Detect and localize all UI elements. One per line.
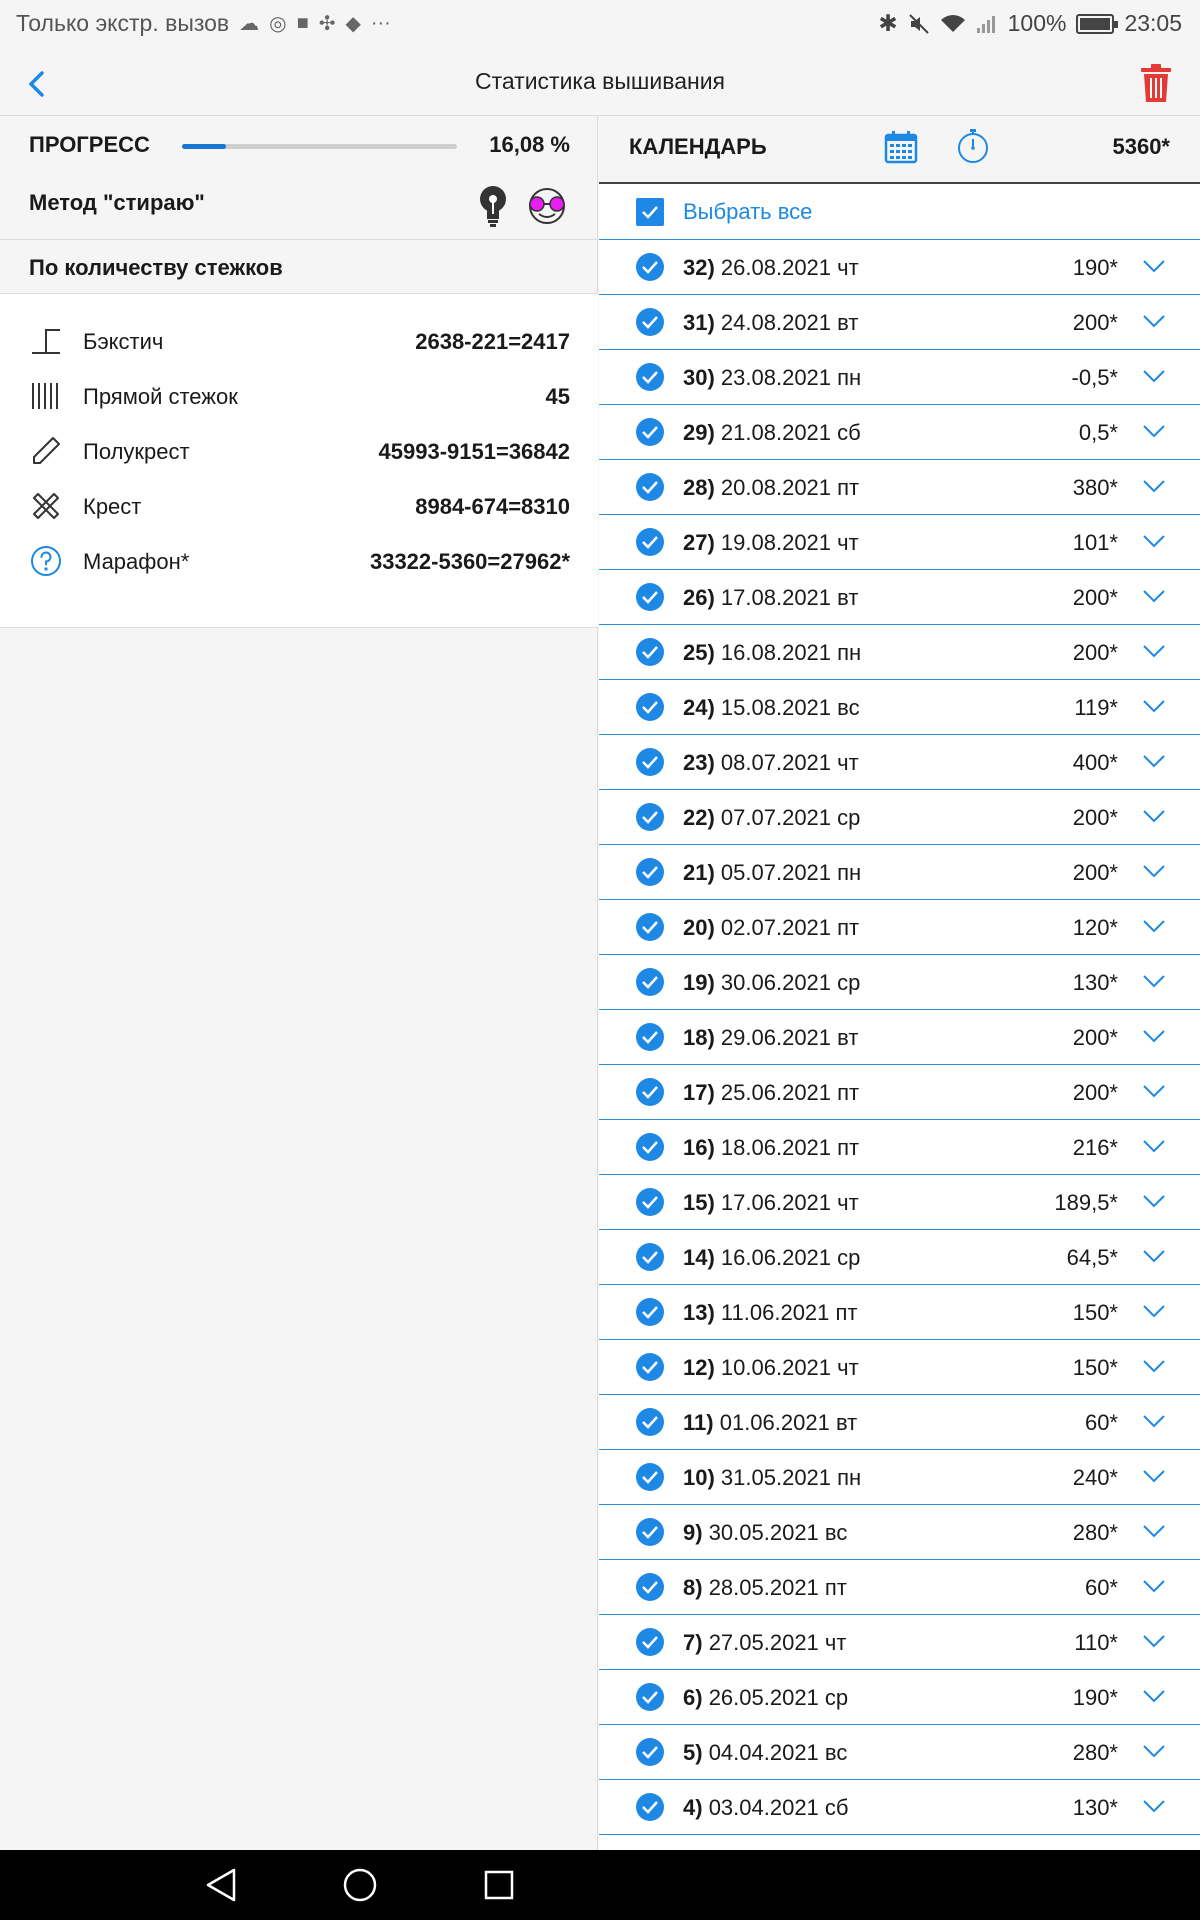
stitch-name: Бэкстич xyxy=(83,329,164,354)
entry-value: 64,5* xyxy=(1066,1245,1118,1270)
stitch-value: 2638-221=2417 xyxy=(415,329,570,354)
stitch-value: 45 xyxy=(545,384,570,409)
entry-date: 26.08.2021 чт xyxy=(720,255,859,280)
entry-label xyxy=(683,915,859,941)
check-circle-icon[interactable] xyxy=(635,912,665,942)
calendar-entry-row[interactable] xyxy=(599,1615,1200,1670)
calendar-entry-row[interactable] xyxy=(599,1450,1200,1505)
entry-date: 17.08.2021 вт xyxy=(720,585,859,610)
progress-row xyxy=(0,116,598,174)
entry-date: 24.08.2021 вт xyxy=(720,310,859,335)
chevron-down-icon[interactable] xyxy=(1142,1138,1166,1154)
stitch-name: Прямой стежок xyxy=(83,384,238,409)
system-nav-bar xyxy=(0,1850,1200,1920)
stitch-row-straight xyxy=(0,369,598,424)
calendar-entry-row[interactable] xyxy=(599,405,1200,460)
check-circle-icon[interactable] xyxy=(635,582,665,612)
entry-value: 60* xyxy=(1084,1575,1118,1600)
calendar-entry-row[interactable] xyxy=(599,735,1200,790)
progress-value: 16,08 % xyxy=(489,132,570,157)
entry-label xyxy=(683,1630,846,1656)
stitch-row-half-cross xyxy=(0,424,598,479)
entry-value: 150* xyxy=(1072,1355,1118,1380)
entry-value: -0,5* xyxy=(1071,365,1118,390)
check-circle-icon[interactable] xyxy=(635,1297,665,1327)
calendar-panel xyxy=(599,116,1200,1850)
check-circle-icon[interactable] xyxy=(635,1737,665,1767)
check-circle-icon[interactable] xyxy=(635,252,665,282)
entry-number: 30) xyxy=(683,365,715,390)
entry-date: 16.06.2021 ср xyxy=(720,1245,861,1270)
stitch-list xyxy=(0,294,598,628)
calendar-entry-row[interactable] xyxy=(599,625,1200,680)
chevron-down-icon[interactable] xyxy=(1142,643,1166,659)
entry-date: 15.08.2021 вс xyxy=(720,695,860,720)
check-circle-icon[interactable] xyxy=(635,1682,665,1712)
calendar-entry-row[interactable] xyxy=(599,350,1200,405)
check-circle-icon[interactable] xyxy=(635,527,665,557)
calendar-entry-row[interactable] xyxy=(599,1230,1200,1285)
calendar-entry-row[interactable] xyxy=(599,1725,1200,1780)
stitch-name: Полукрест xyxy=(83,439,190,464)
entry-label xyxy=(683,1355,859,1381)
entry-date: 31.05.2021 пн xyxy=(720,1465,862,1490)
entry-value: 200* xyxy=(1072,585,1118,610)
by-count-label: По количеству стежков xyxy=(29,255,283,280)
check-circle-icon[interactable] xyxy=(635,1132,665,1162)
check-circle-icon[interactable] xyxy=(635,472,665,502)
chevron-down-icon[interactable] xyxy=(1142,753,1166,769)
entry-number: 5) xyxy=(683,1740,703,1765)
calendar-entry-row[interactable] xyxy=(599,1120,1200,1175)
calendar-entry-row[interactable] xyxy=(599,680,1200,735)
fan-icon: ✣ xyxy=(318,13,336,35)
entry-date: 05.07.2021 пн xyxy=(720,860,862,885)
entry-number: 32) xyxy=(683,255,715,280)
entry-label xyxy=(683,530,859,556)
check-circle-icon[interactable] xyxy=(635,802,665,832)
calendar-header xyxy=(599,116,1200,184)
bluetooth-icon: ✱ xyxy=(878,10,898,36)
calendar-entry-row[interactable] xyxy=(599,845,1200,900)
method-row xyxy=(0,174,598,240)
entry-date: 08.07.2021 чт xyxy=(720,750,859,775)
check-circle-icon[interactable] xyxy=(635,1077,665,1107)
chevron-down-icon[interactable] xyxy=(1142,1248,1166,1264)
stitch-row-marathon xyxy=(0,534,598,589)
calendar-entry-list xyxy=(599,240,1200,1835)
entry-value: 400* xyxy=(1072,750,1118,775)
method-label: Метод "стираю" xyxy=(29,190,205,215)
nav-back-icon[interactable] xyxy=(204,1867,238,1903)
calendar-entry-row[interactable] xyxy=(599,790,1200,845)
calendar-entry-row[interactable] xyxy=(599,900,1200,955)
entry-label xyxy=(683,310,858,336)
check-circle-icon[interactable] xyxy=(635,1462,665,1492)
entry-date: 07.07.2021 ср xyxy=(720,805,861,830)
stitch-name: Крест xyxy=(83,494,142,519)
calendar-entry-row[interactable] xyxy=(599,1285,1200,1340)
question-icon[interactable] xyxy=(29,544,63,578)
glasses-face-icon[interactable] xyxy=(524,186,570,226)
entry-number: 27) xyxy=(683,530,715,555)
entry-number: 21) xyxy=(683,860,715,885)
entry-number: 6) xyxy=(683,1685,703,1710)
entry-value: 216* xyxy=(1072,1135,1118,1160)
entry-date: 21.08.2021 сб xyxy=(720,420,861,445)
check-circle-icon[interactable] xyxy=(635,1407,665,1437)
calendar-entry-row[interactable] xyxy=(599,240,1200,295)
entry-label xyxy=(683,420,861,446)
chevron-down-icon[interactable] xyxy=(1142,863,1166,879)
entry-date: 29.06.2021 вт xyxy=(720,1025,859,1050)
entry-number: 18) xyxy=(683,1025,715,1050)
entry-value: 130* xyxy=(1072,1795,1118,1820)
entry-label xyxy=(683,640,861,666)
entry-date: 27.05.2021 чт xyxy=(708,1630,847,1655)
calendar-entry-row[interactable] xyxy=(599,1395,1200,1450)
app-icon: ■ xyxy=(296,12,309,34)
progress-bar-fill xyxy=(182,144,226,149)
battery-text: 100% xyxy=(1007,10,1067,36)
app-icon: ◆ xyxy=(345,13,361,35)
entry-value: 200* xyxy=(1072,640,1118,665)
entry-label xyxy=(683,860,861,886)
entry-number: 17) xyxy=(683,1080,715,1105)
chevron-down-icon[interactable] xyxy=(1142,1743,1166,1759)
calendar-entry-row[interactable] xyxy=(599,1340,1200,1395)
signal-icon xyxy=(976,14,998,34)
entry-date: 11.06.2021 пт xyxy=(720,1300,858,1325)
calendar-entry-row[interactable] xyxy=(599,515,1200,570)
entry-label xyxy=(683,475,859,501)
stitch-name: Марафон* xyxy=(83,549,190,574)
check-circle-icon[interactable] xyxy=(635,747,665,777)
entry-number: 31) xyxy=(683,310,715,335)
check-circle-icon[interactable] xyxy=(635,637,665,667)
entry-value: 190* xyxy=(1072,255,1118,280)
stitch-row-backstitch xyxy=(0,314,598,369)
entry-number: 14) xyxy=(683,1245,715,1270)
wifi-icon xyxy=(940,14,966,34)
entry-value: 200* xyxy=(1072,1025,1118,1050)
entry-date: 25.06.2021 пт xyxy=(720,1080,860,1105)
chevron-down-icon[interactable] xyxy=(1142,258,1166,274)
half-cross-icon xyxy=(29,434,63,468)
chevron-down-icon[interactable] xyxy=(1142,1798,1166,1814)
calendar-entry-row[interactable] xyxy=(599,1670,1200,1725)
chevron-down-icon[interactable] xyxy=(1142,313,1166,329)
entry-value: 130* xyxy=(1072,970,1118,995)
entry-label xyxy=(683,365,861,391)
chevron-down-icon[interactable] xyxy=(1142,423,1166,439)
entry-date: 23.08.2021 пн xyxy=(720,365,862,390)
entry-label xyxy=(683,1685,848,1711)
carrier-text: Только экстр. вызов xyxy=(16,10,230,36)
chevron-down-icon[interactable] xyxy=(1142,1468,1166,1484)
entry-label xyxy=(683,1465,861,1491)
entry-value: 101* xyxy=(1072,530,1118,555)
trash-icon[interactable] xyxy=(1138,62,1174,104)
chevron-down-icon[interactable] xyxy=(1142,1413,1166,1429)
calendar-entry-row[interactable] xyxy=(599,570,1200,625)
entry-number: 26) xyxy=(683,585,715,610)
stitch-value: 45993-9151=36842 xyxy=(378,439,570,464)
entry-date: 19.08.2021 чт xyxy=(720,530,859,555)
entry-label xyxy=(683,1080,859,1106)
check-circle-icon[interactable] xyxy=(635,1627,665,1657)
calendar-entry-row[interactable] xyxy=(599,1780,1200,1835)
progress-bar xyxy=(182,144,457,149)
check-circle-icon[interactable] xyxy=(635,362,665,392)
check-circle-icon[interactable] xyxy=(635,417,665,447)
entry-value: 200* xyxy=(1072,805,1118,830)
entry-date: 20.08.2021 пт xyxy=(720,475,860,500)
entry-number: 10) xyxy=(683,1465,715,1490)
entry-label xyxy=(683,1740,847,1766)
entry-value: 120* xyxy=(1072,915,1118,940)
calendar-entry-row[interactable] xyxy=(599,955,1200,1010)
cloud-icon: ☁ xyxy=(239,13,260,35)
entry-date: 30.06.2021 ср xyxy=(720,970,861,995)
calendar-entry-row[interactable] xyxy=(599,1065,1200,1120)
entry-date: 16.08.2021 пн xyxy=(720,640,862,665)
check-circle-icon[interactable] xyxy=(635,1022,665,1052)
entry-label xyxy=(683,585,858,611)
entry-number: 20) xyxy=(683,915,715,940)
calendar-total: 5360* xyxy=(1112,134,1170,159)
entry-label xyxy=(683,970,860,996)
entry-label xyxy=(683,1410,857,1436)
battery-icon xyxy=(1076,14,1114,34)
check-circle-icon[interactable] xyxy=(635,307,665,337)
entry-number: 25) xyxy=(683,640,715,665)
check-circle-icon[interactable] xyxy=(635,1187,665,1217)
entry-value: 60* xyxy=(1084,1410,1118,1435)
entry-date: 02.07.2021 пт xyxy=(720,915,860,940)
entry-label xyxy=(683,1795,849,1821)
entry-number: 16) xyxy=(683,1135,715,1160)
checkmark-icon xyxy=(636,198,664,226)
calendar-entry-row[interactable] xyxy=(599,1010,1200,1065)
chevron-down-icon[interactable] xyxy=(1142,698,1166,714)
entry-value: 189,5* xyxy=(1054,1190,1118,1215)
calendar-entry-row[interactable] xyxy=(599,1560,1200,1615)
chevron-down-icon[interactable] xyxy=(1142,808,1166,824)
entry-label xyxy=(683,1190,859,1216)
entry-value: 119* xyxy=(1074,695,1118,720)
chevron-down-icon[interactable] xyxy=(1142,368,1166,384)
app-header xyxy=(0,50,1200,116)
entry-value: 110* xyxy=(1074,1630,1118,1655)
check-circle-icon[interactable] xyxy=(635,1352,665,1382)
calendar-icon[interactable] xyxy=(884,130,918,164)
chevron-down-icon[interactable] xyxy=(1142,1688,1166,1704)
calendar-entry-row[interactable] xyxy=(599,460,1200,515)
entry-value: 380* xyxy=(1072,475,1118,500)
chevron-down-icon[interactable] xyxy=(1142,1028,1166,1044)
app-icon: ◎ xyxy=(269,13,287,35)
stitch-row-cross xyxy=(0,479,598,534)
entry-number: 4) xyxy=(683,1795,703,1820)
entry-date: 03.04.2021 сб xyxy=(708,1795,849,1820)
entry-label xyxy=(683,1575,847,1601)
entry-date: 04.04.2021 вс xyxy=(708,1740,848,1765)
entry-label xyxy=(683,750,859,776)
entry-number: 9) xyxy=(683,1520,703,1545)
lightbulb-icon[interactable] xyxy=(476,184,510,228)
entry-value: 280* xyxy=(1072,1740,1118,1765)
entry-value: 150* xyxy=(1072,1300,1118,1325)
status-right xyxy=(878,10,1182,37)
select-all-row[interactable] xyxy=(599,184,1200,240)
entry-number: 12) xyxy=(683,1355,715,1380)
entry-date: 26.05.2021 ср xyxy=(708,1685,849,1710)
entry-number: 13) xyxy=(683,1300,715,1325)
calendar-entry-row[interactable] xyxy=(599,1175,1200,1230)
chevron-down-icon[interactable] xyxy=(1142,1193,1166,1209)
check-circle-icon[interactable] xyxy=(635,967,665,997)
entry-label xyxy=(683,1245,860,1271)
entry-label xyxy=(683,1520,847,1546)
status-bar xyxy=(0,0,1200,50)
calendar-entry-row[interactable] xyxy=(599,1505,1200,1560)
check-circle-icon[interactable] xyxy=(635,1572,665,1602)
entry-date: 17.06.2021 чт xyxy=(720,1190,859,1215)
clock: 23:05 xyxy=(1124,10,1182,36)
chevron-down-icon[interactable] xyxy=(1142,973,1166,989)
chevron-down-icon[interactable] xyxy=(1142,533,1166,549)
straight-stitch-icon xyxy=(29,379,63,413)
entry-label xyxy=(683,1135,859,1161)
entry-value: 280* xyxy=(1072,1520,1118,1545)
calendar-label: КАЛЕНДАРЬ xyxy=(629,134,767,159)
chevron-down-icon[interactable] xyxy=(1142,1578,1166,1594)
entry-label xyxy=(683,695,860,721)
entry-date: 30.05.2021 вс xyxy=(708,1520,848,1545)
chevron-down-icon[interactable] xyxy=(1142,1523,1166,1539)
entry-number: 28) xyxy=(683,475,715,500)
entry-value: 200* xyxy=(1072,860,1118,885)
entry-number: 15) xyxy=(683,1190,715,1215)
entry-number: 22) xyxy=(683,805,715,830)
entry-number: 19) xyxy=(683,970,715,995)
entry-label xyxy=(683,805,860,831)
stitch-value: 33322-5360=27962* xyxy=(369,549,570,574)
progress-label: ПРОГРЕСС xyxy=(29,132,150,157)
nav-home-icon[interactable] xyxy=(342,1867,378,1903)
by-count-row xyxy=(0,240,598,294)
nav-recents-icon[interactable] xyxy=(482,1867,516,1903)
chevron-down-icon[interactable] xyxy=(1142,1358,1166,1374)
entry-label xyxy=(683,1025,858,1051)
page-title: Статистика вышивания xyxy=(475,68,725,94)
select-all-label[interactable]: Выбрать все xyxy=(683,199,813,224)
check-circle-icon[interactable] xyxy=(635,857,665,887)
entry-label xyxy=(683,255,859,281)
more-icon: ··· xyxy=(370,12,391,34)
mute-icon xyxy=(908,13,930,35)
entry-value: 190* xyxy=(1072,1685,1118,1710)
chevron-down-icon[interactable] xyxy=(1142,1083,1166,1099)
select-all-checkbox[interactable] xyxy=(636,198,664,226)
entry-label xyxy=(683,1300,858,1326)
chevron-down-icon[interactable] xyxy=(1142,1633,1166,1649)
entry-number: 11) xyxy=(683,1410,714,1435)
calendar-entry-row[interactable] xyxy=(599,295,1200,350)
check-circle-icon[interactable] xyxy=(635,1792,665,1822)
entry-date: 18.06.2021 пт xyxy=(720,1135,860,1160)
entry-value: 200* xyxy=(1072,1080,1118,1105)
entry-date: 01.06.2021 вт xyxy=(719,1410,858,1435)
timer-icon[interactable] xyxy=(955,127,991,165)
chevron-down-icon[interactable] xyxy=(1142,1303,1166,1319)
check-circle-icon[interactable] xyxy=(635,1242,665,1272)
entry-number: 7) xyxy=(683,1630,703,1655)
chevron-down-icon[interactable] xyxy=(1142,588,1166,604)
chevron-down-icon[interactable] xyxy=(1142,478,1166,494)
stitch-value: 8984-674=8310 xyxy=(415,494,570,519)
entry-value: 240* xyxy=(1072,1465,1118,1490)
entry-date: 10.06.2021 чт xyxy=(720,1355,859,1380)
stats-panel xyxy=(0,116,598,1850)
chevron-down-icon[interactable] xyxy=(1142,918,1166,934)
entry-value: 200* xyxy=(1072,310,1118,335)
entry-value: 0,5* xyxy=(1078,420,1118,445)
entry-number: 8) xyxy=(683,1575,703,1600)
status-left xyxy=(16,10,391,37)
cross-icon xyxy=(29,489,63,523)
entry-date: 28.05.2021 пт xyxy=(708,1575,847,1600)
check-circle-icon[interactable] xyxy=(635,1517,665,1547)
entry-number: 29) xyxy=(683,420,715,445)
backstitch-icon xyxy=(29,324,63,358)
entry-number: 23) xyxy=(683,750,715,775)
check-circle-icon[interactable] xyxy=(635,692,665,722)
entry-number: 24) xyxy=(683,695,715,720)
